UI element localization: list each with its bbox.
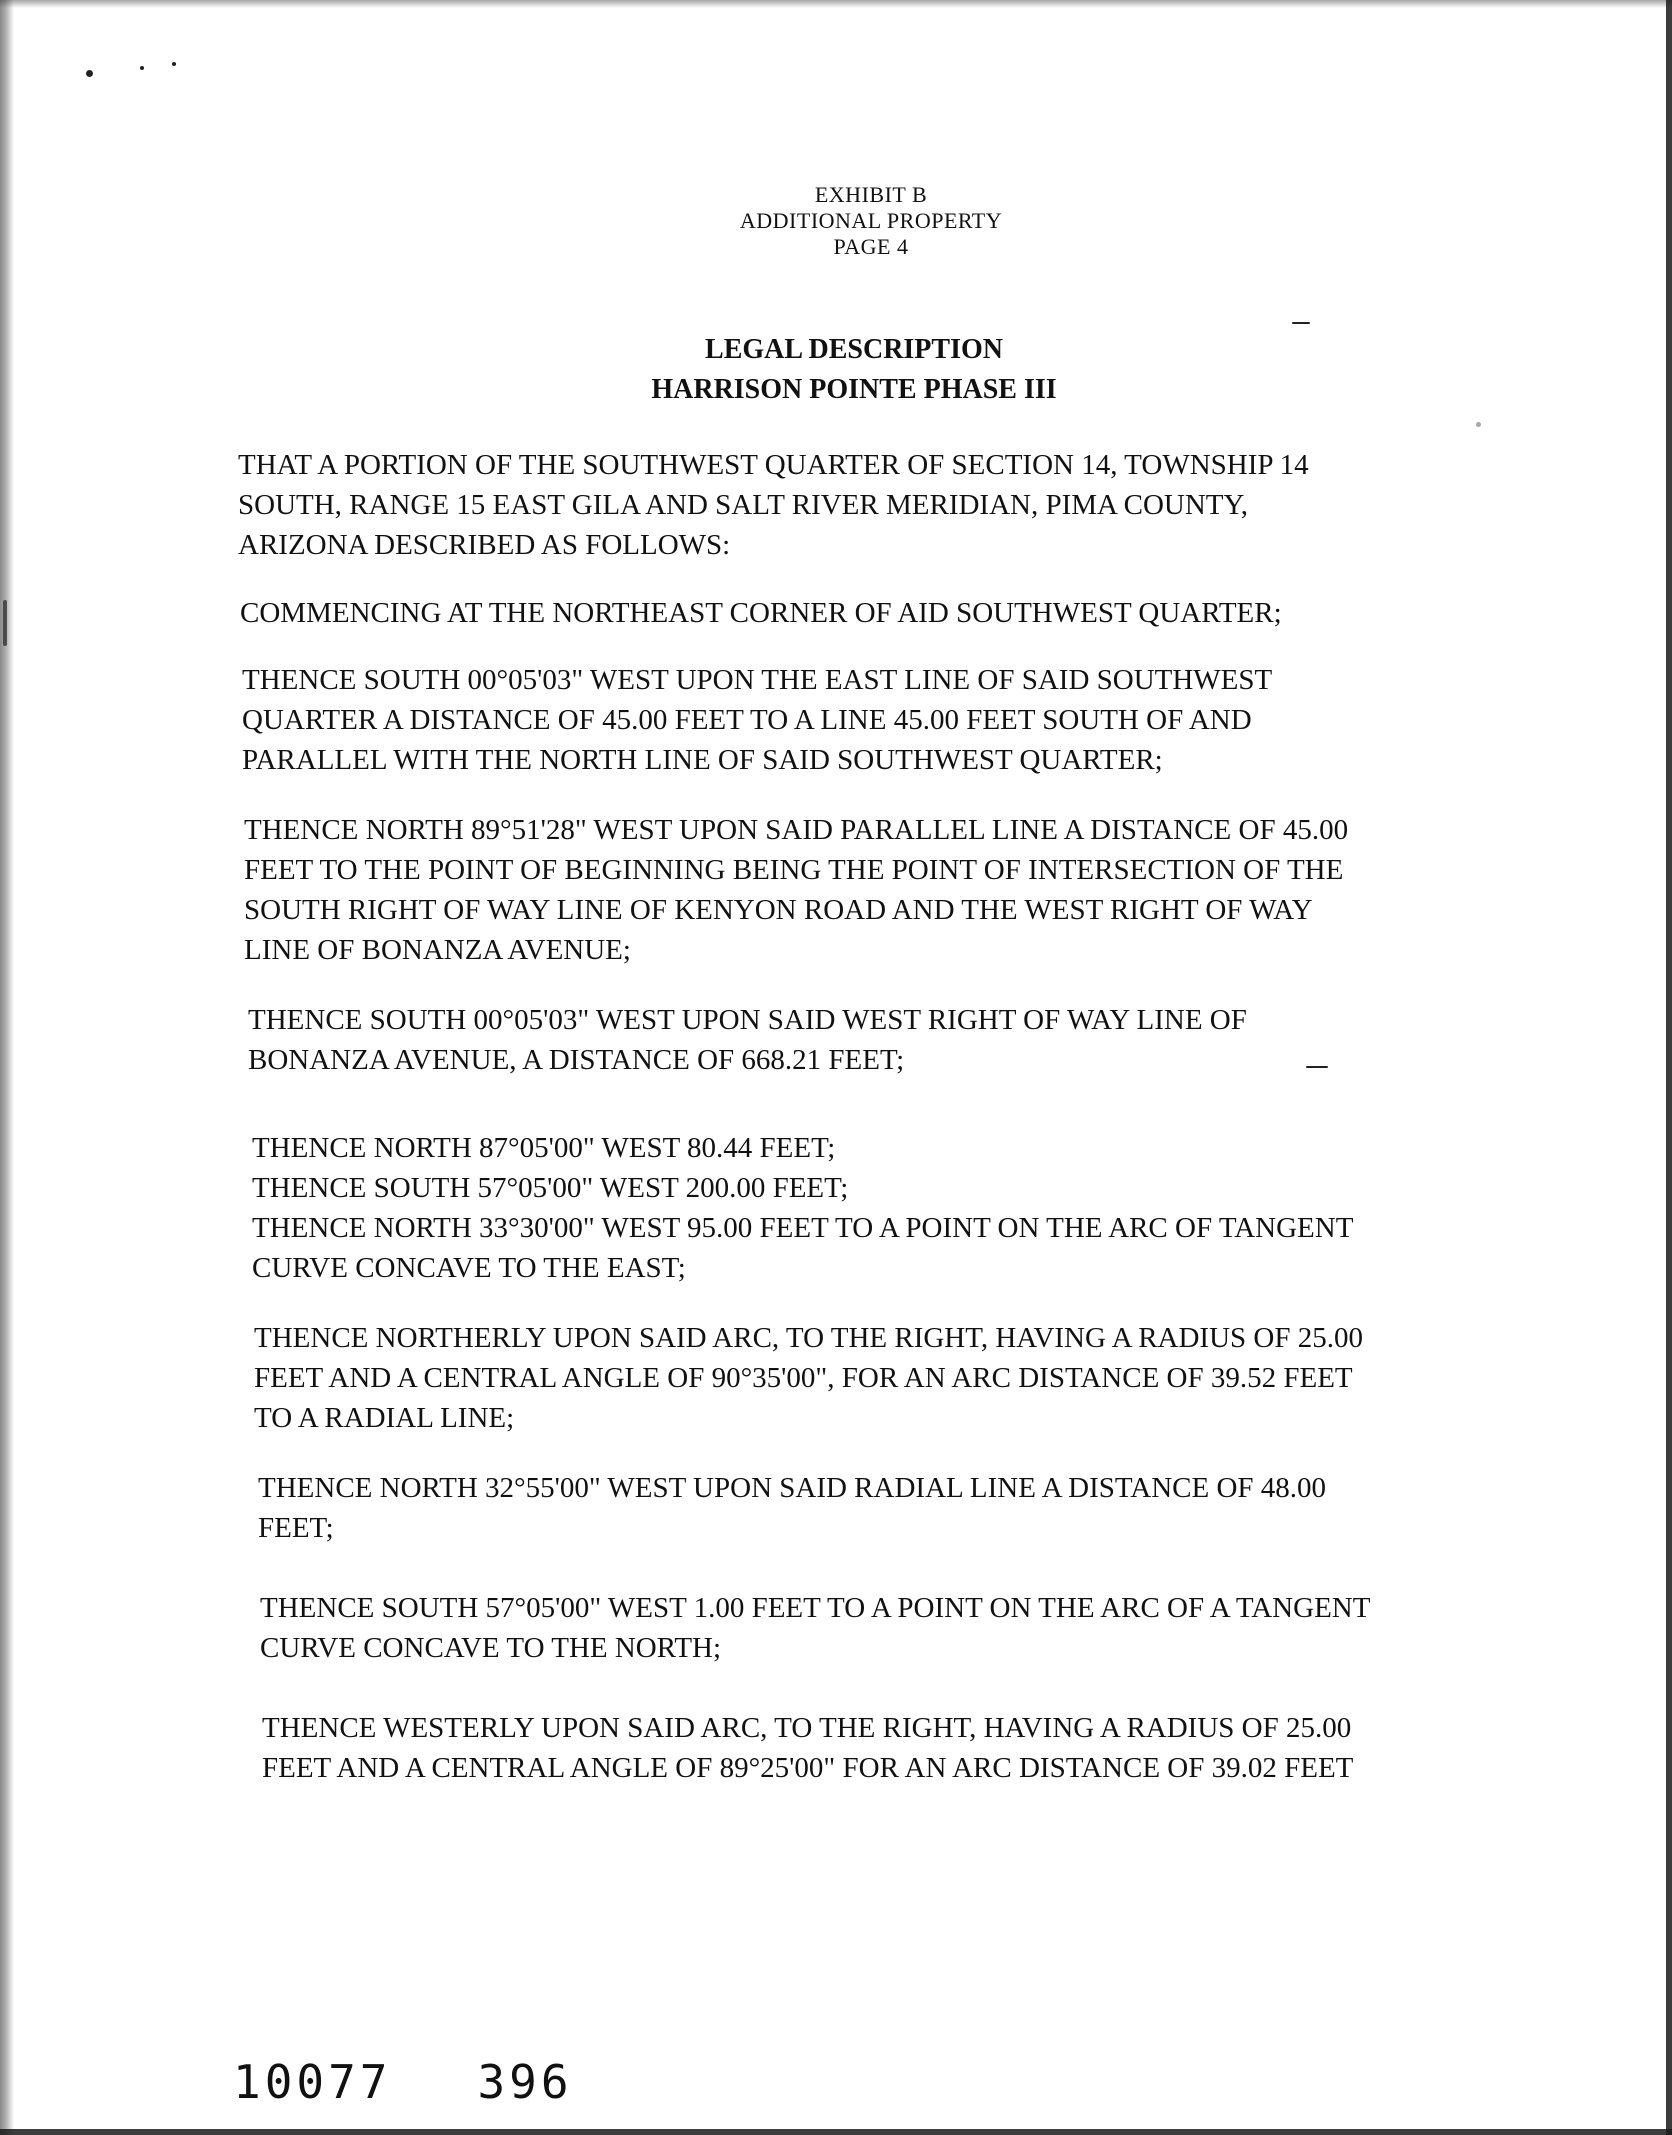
paragraph-line: FEET TO THE POINT OF BEGINNING BEING THE POINT OF INTERSECTION OF THE	[244, 854, 1344, 886]
paragraph-courses	[252, 1128, 1484, 1288]
paragraph-line: THAT A PORTION OF THE SOUTHWEST QUARTER OF SECTION 14, TOWNSHIP 14	[238, 449, 1309, 481]
paragraph-line: CURVE CONCAVE TO THE NORTH;	[260, 1632, 722, 1664]
paragraph-bonanza	[248, 1000, 1480, 1080]
exhibit-label: EXHIBIT B	[814, 182, 928, 207]
paragraph-east-line	[242, 660, 1474, 780]
scan-speck	[1292, 322, 1310, 324]
paragraph-line: COMMENCING AT THE NORTHEAST CORNER OF AID SOUTHWEST QUARTER;	[240, 597, 1282, 629]
paragraph-line: THENCE NORTH 87°05'00" WEST 80.44 FEET;	[252, 1132, 836, 1164]
scan-speck	[172, 62, 176, 66]
paragraph-line: THENCE SOUTH 57°05'00" WEST 1.00 FEET TO A POINT ON THE ARC OF A TANGENT	[260, 1592, 1371, 1624]
scan-edge-right	[1666, 0, 1672, 2135]
paragraph-tangent-curve	[260, 1588, 1492, 1668]
scan-edge-left	[0, 0, 14, 2135]
paragraph-line: LINE OF BONANZA AVENUE;	[244, 934, 631, 966]
paragraph-line: FEET AND A CENTRAL ANGLE OF 89°25'00" FOR AN ARC DISTANCE OF 39.02 FEET	[262, 1752, 1354, 1784]
paragraph-line: THENCE NORTH 33°30'00" WEST 95.00 FEET TO A POINT ON THE ARC OF TANGENT	[252, 1212, 1354, 1244]
paragraph-westerly-arc	[262, 1708, 1496, 1788]
paragraph-line: THENCE NORTH 89°51'28" WEST UPON SAID PARALLEL LINE A DISTANCE OF 45.00	[244, 814, 1349, 846]
paragraph-line: THENCE NORTH 32°55'00" WEST UPON SAID RADIAL LINE A DISTANCE OF 48.00	[258, 1472, 1327, 1504]
exhibit-subtitle: ADDITIONAL PROPERTY	[739, 208, 1003, 233]
paragraph-line: QUARTER A DISTANCE OF 45.00 FEET TO A LINE 45.00 FEET SOUTH OF AND	[242, 704, 1252, 736]
paragraph-line: SOUTH RIGHT OF WAY LINE OF KENYON ROAD AND THE WEST RIGHT OF WAY	[244, 894, 1313, 926]
paragraph-line: TO A RADIAL LINE;	[254, 1402, 515, 1434]
paragraph-line: CURVE CONCAVE TO THE EAST;	[252, 1252, 686, 1284]
paragraph-line: FEET;	[258, 1512, 334, 1544]
recording-page: 396	[477, 2055, 573, 2109]
paragraph-intro	[238, 445, 1472, 565]
paragraph-line: THENCE SOUTH 57°05'00" WEST 200.00 FEET;	[252, 1172, 849, 1204]
document-title	[18, 330, 1672, 410]
scan-speck	[86, 70, 93, 77]
paragraph-point-of-beginning	[244, 810, 1476, 970]
title-line-2: HARRISON POINTE PHASE III	[651, 374, 1057, 405]
paragraph-line: SOUTH, RANGE 15 EAST GILA AND SALT RIVER MERIDIAN, PIMA COUNTY,	[238, 489, 1248, 521]
scan-speck	[140, 66, 144, 70]
paragraph-line: THENCE WESTERLY UPON SAID ARC, TO THE RIGHT, HAVING A RADIUS OF 25.00	[262, 1712, 1352, 1744]
scan-speck	[3, 600, 7, 646]
scan-speck	[1476, 422, 1481, 427]
exhibit-page-number: PAGE 4	[833, 234, 909, 259]
exhibit-header	[35, 182, 1672, 260]
recording-number	[233, 2055, 659, 2109]
paragraph-line: BONANZA AVENUE, A DISTANCE OF 668.21 FEET;	[248, 1044, 905, 1076]
paragraph-line: FEET AND A CENTRAL ANGLE OF 90°35'00", FOR AN ARC DISTANCE OF 39.52 FEET	[254, 1362, 1353, 1394]
paragraph-line: PARALLEL WITH THE NORTH LINE OF SAID SOUTHWEST QUARTER;	[242, 744, 1163, 776]
paragraph-commencing	[240, 593, 1474, 633]
paragraph-line: THENCE SOUTH 00°05'03" WEST UPON SAID WEST RIGHT OF WAY LINE OF	[248, 1004, 1247, 1036]
recording-docket: 10077	[233, 2055, 392, 2109]
paragraph-northerly-arc	[254, 1318, 1488, 1438]
title-line-1: LEGAL DESCRIPTION	[705, 334, 1003, 365]
paragraph-radial-line	[258, 1468, 1490, 1548]
scan-edge-bottom	[0, 2129, 1672, 2135]
scan-edge-top	[0, 0, 1672, 8]
paragraph-line: THENCE NORTHERLY UPON SAID ARC, TO THE RIGHT, HAVING A RADIUS OF 25.00	[254, 1322, 1363, 1354]
paragraph-line: THENCE SOUTH 00°05'03" WEST UPON THE EAST LINE OF SAID SOUTHWEST	[242, 664, 1273, 696]
paragraph-line: ARIZONA DESCRIBED AS FOLLOWS:	[238, 529, 731, 561]
